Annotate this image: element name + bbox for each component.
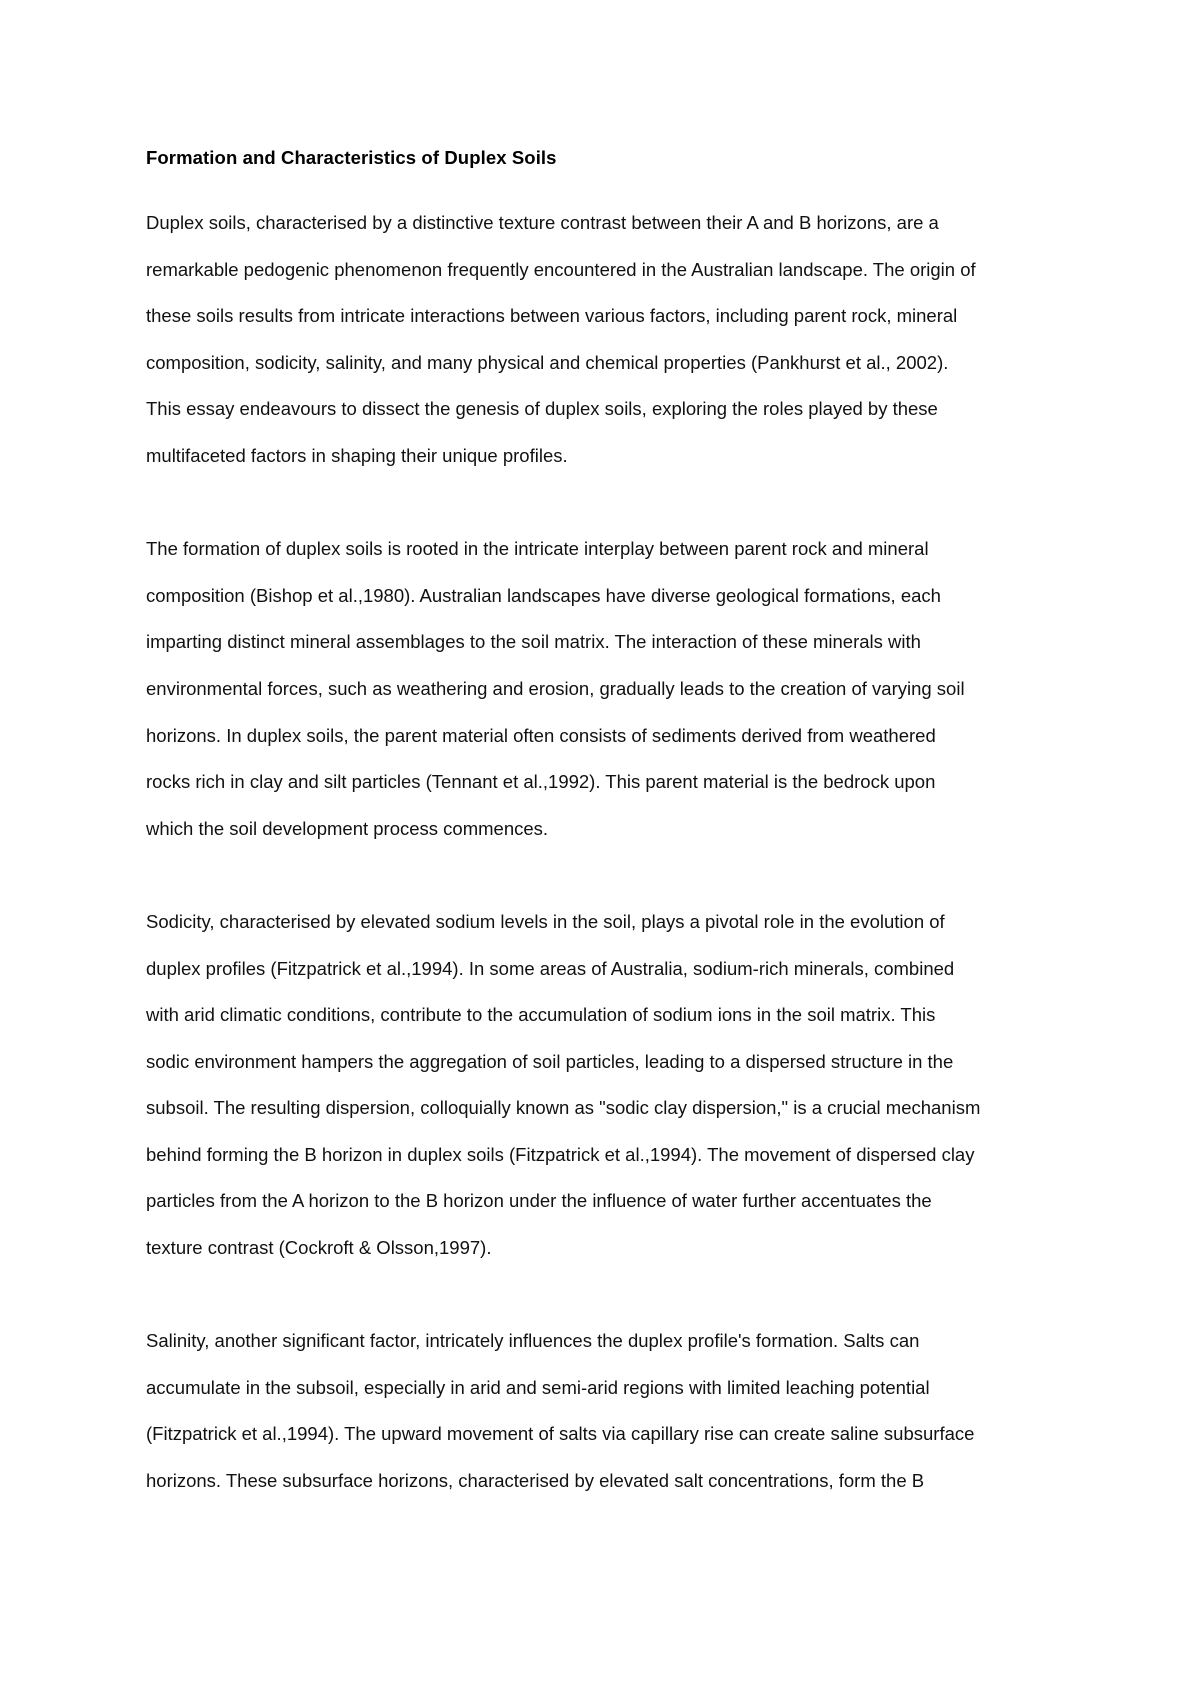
text-line: horizons. These subsurface horizons, characterised by elevated salt concentrations, form the B (146, 1470, 925, 1492)
text-line: multifaceted factors in shaping their unique profiles. (146, 444, 568, 466)
text-line: composition, sodicity, salinity, and many physical and chemical properties (Pankhurst et al., 2002). (146, 351, 949, 373)
text-line: imparting distinct mineral assemblages to the soil matrix. The interaction of these minerals with (146, 631, 921, 653)
document-title: Formation and Characteristics of Duplex Soils (146, 147, 557, 168)
document-body (146, 144, 1066, 1505)
text-line: The formation of duplex soils is rooted in the intricate interplay between parent rock and mineral (146, 538, 929, 560)
title-spacer (146, 172, 1066, 200)
text-line: behind forming the B horizon in duplex soils (Fitzpatrick et al.,1994). The movement of dispersed clay (146, 1143, 975, 1165)
text-line: particles from the A horizon to the B horizon under the influence of water further accentuates the (146, 1190, 932, 1212)
paragraph-spacer (146, 480, 1066, 527)
text-line: rocks rich in clay and silt particles (Tennant et al.,1992). This parent material is the bedrock upon (146, 771, 936, 793)
text-line: accumulate in the subsoil, especially in arid and semi-arid regions with limited leaching potential (146, 1376, 930, 1398)
paragraph-intro (146, 200, 1066, 480)
text-line: with arid climatic conditions, contribute to the accumulation of sodium ions in the soil matrix. This (146, 1004, 936, 1026)
text-line: which the soil development process commences. (146, 817, 549, 839)
text-line: duplex profiles (Fitzpatrick et al.,1994). In some areas of Australia, sodium-rich minerals, combined (146, 957, 955, 979)
text-line: Salinity, another significant factor, intricately influences the duplex profile's formation. Salts can (146, 1330, 920, 1352)
text-line: Sodicity, characterised by elevated sodium levels in the soil, plays a pivotal role in the evolution of (146, 910, 945, 932)
paragraph-spacer (146, 1272, 1066, 1319)
text-line: environmental forces, such as weathering and erosion, gradually leads to the creation of varying soil (146, 677, 965, 699)
paragraph-sodicity (146, 899, 1066, 1272)
text-line: Duplex soils, characterised by a distinctive texture contrast between their A and B horizons, are a (146, 212, 939, 233)
text-line: sodic environment hampers the aggregation of soil particles, leading to a dispersed structure in the (146, 1050, 954, 1072)
paragraph-salinity (146, 1318, 1066, 1504)
paragraph-parent-rock (146, 526, 1066, 852)
paragraph-spacer (146, 852, 1066, 899)
text-line: subsoil. The resulting dispersion, colloquially known as "sodic clay dispersion," is a crucial mechanism (146, 1097, 981, 1119)
text-line: composition (Bishop et al.,1980). Australian landscapes have diverse geological formations, each (146, 584, 941, 606)
text-line: horizons. In duplex soils, the parent material often consists of sediments derived from weathered (146, 724, 936, 746)
text-line: This essay endeavours to dissect the genesis of duplex soils, exploring the roles played by these (146, 398, 938, 420)
text-line: remarkable pedogenic phenomenon frequently encountered in the Australian landscape. The origin of (146, 258, 976, 280)
text-line: (Fitzpatrick et al.,1994). The upward movement of salts via capillary rise can create saline subsurface (146, 1423, 975, 1445)
text-line: these soils results from intricate interactions between various factors, including parent rock, mineral (146, 305, 958, 327)
text-line: texture contrast (Cockroft & Olsson,1997). (146, 1237, 492, 1259)
